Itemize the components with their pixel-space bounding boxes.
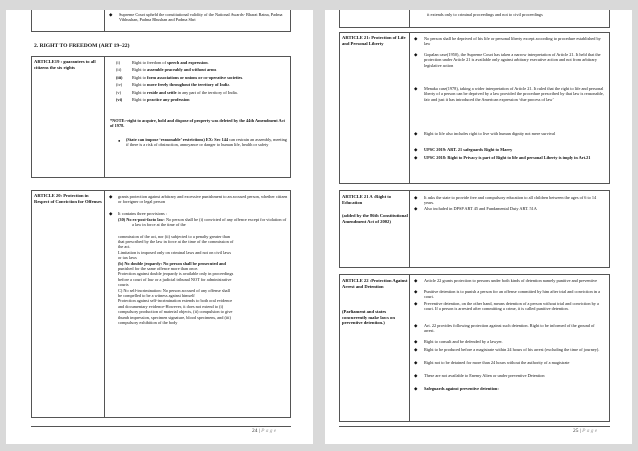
diamond-bullet-icon: ◆ (414, 339, 418, 344)
diamond-bullet-icon: ◆ (109, 194, 113, 199)
diamond-bullet-icon: ◆ (109, 211, 113, 216)
awards-note: Supreme Court upheld the constitutional validity of the National Awards- Bharat Ratna, Padma Vibhushan, Padma Bhushan and Padma Shri (119, 11, 283, 22)
art22-bullet: Right to be produced before a magistrate within 24 hours of his arrest (excluding the time of journey). (424, 347, 600, 352)
art22-bullet: These are not available to Enemy Alien or under preventive Detention (424, 373, 545, 378)
art21-bullet: Menaka case(1978), taking a wider interpretation of Article 21. It ruled that the right to life and personal liberty of a person can be deprived by a law provided the procedure prescribed by that law is reasonable, fair and just it has introduced the American expression ‘due process of law’ (424, 86, 604, 102)
art21-bullet: Right to life also includes right to live with human dignity not mere survival (424, 131, 556, 136)
article19-rights-list (116, 60, 288, 102)
article21a-label: ARTICLE 21 A :Right to Education (342, 194, 392, 205)
art21-bullet: UPSC 2018: Right to Privacy is part of Right to life and personal Liberty is imply in Art.21 (424, 155, 591, 160)
art22-bullet: Art. 22 provides following protection against such detention. Right to be informed of the ground of arrest. (424, 323, 595, 334)
diamond-bullet-icon: ◆ (414, 131, 418, 136)
article19-label: ARTICLE19 : guarantees to all citizens the six rights (34, 59, 96, 70)
right-item: (i) Right to freedom of speech and expression. (116, 60, 209, 65)
art20-provisions-text: commission of the act, nor (ii) subjected to a penalty greater than that prescribed by the law in force at the time of the commission of the act. Limitation is imposed only on criminal laws and not on civil laws or tax laws (b) No double jeopardy: No person shall be prosecuted and punished for the same offence more than once. Protection against double jeopardy is available only in proceedings before a court of law or a judicial tribunal NOT for administrative courts C) No self-incrimination: No person accused of any offense shall be compelled to be a witness against himself Protection against self-incrimination extends to both oral evidence and documentary evidence-However, it does not extend to (i) compulsory production of material objects, (ii) compulsion to give thumb impression, specimen signature, blood specimens, and (iii) compulsory exhibition of the body (118, 233, 234, 325)
art22-bullet: Right not to be detained for more than 24 hours without the authority of a magistrate (424, 360, 570, 365)
art22-bullet: Safeguards against preventive detention: (424, 386, 499, 391)
section-heading: 2. RIGHT TO FREEDOM (ART 19–22) (34, 43, 130, 49)
art21-bullet: No person shall be deprived of his life or personal liberty except according to procedure established by law (424, 36, 601, 47)
diamond-bullet-icon: ◆ (414, 147, 418, 152)
diamond-bullet-icon: ◆ (414, 195, 418, 200)
article22-subnote: (Parliament and states concurrently make laws on preventive detention.) (342, 309, 395, 326)
art20-bullet: It contains three provisions : (118, 211, 167, 216)
article21-label: ARTICLE 21: Protection of Life and Personal Liberty (342, 35, 406, 46)
round-bullet-icon: ● (118, 138, 121, 143)
art20-bullet: grants protection against arbitrary and excessive punishment to an accused person, whether citizen or foreigner or legal person (118, 194, 288, 205)
diamond-bullet-icon: ◆ (414, 289, 418, 294)
diamond-bullet-icon: ◆ (414, 301, 418, 306)
right-item: (vi) Right to practice any profession (116, 97, 190, 103)
art22-bullet: Right to consult and be defended by a lawyer. (424, 339, 503, 344)
art21-bullet: UPSC 2019: ART. 21 safeguards Right to Marry (424, 147, 513, 152)
diamond-bullet-icon: ◆ (414, 278, 418, 283)
diamond-bullet-icon: ◆ (414, 86, 418, 91)
diamond-bullet-icon: ◆ (414, 206, 418, 211)
art21a-bullet: It asks the state to provide free and compulsory education to all children between the ages of 6 to 14 years. (424, 195, 597, 206)
continued-line: it extends only to criminal proceedings and not to civil proceedings (427, 12, 543, 17)
diamond-bullet-icon: ◆ (414, 347, 418, 352)
reasonable-restrictions: (State can impose ‘reasonable’ restrictions) EX: Sec 144 can restrain an assembly, meeting if there is a risk of obstruction, annoyance or danger to human life, health or safety (126, 137, 287, 148)
right-item: (v) Right to reside and settle in any part of the territory of India. (116, 89, 238, 95)
diamond-bullet-icon: ◆ (109, 12, 113, 17)
art22-bullet: Preventive detention, on the other hand, means detention of a person without trial and conviction by a court. If a person is arrested after committing a crime, it is called punitive detention. (424, 301, 599, 312)
art22-bullet: Punitive detention is to punish a person for an offense committed by him after trial and conviction in a court. (424, 289, 601, 300)
page-footer: 24 | P a g e (252, 428, 277, 434)
ex-post-facto: (30) No ex-post-facto law: No person shall be (i) convicted of any offence except for violation of a law in force at the time of the (118, 217, 287, 228)
article22-label: ARTICLE 22 :Protection Against Arrest and Detention (342, 278, 408, 289)
page-25 (325, 10, 632, 444)
diamond-bullet-icon: ◆ (414, 155, 418, 160)
diamond-bullet-icon: ◆ (414, 36, 418, 41)
article20-label: ARTICLE 20: Protection in Respect of Conviction for Offenses (34, 193, 102, 204)
property-note: *NOTE:-right to acquire, hold and dispose of property was deleted by the 44th Amendment Act of 1978. (110, 118, 285, 129)
right-item: (iii) Right to form associations or unions or co-operative societies. (116, 74, 244, 80)
diamond-bullet-icon: ◆ (414, 386, 418, 391)
right-item: (iv) Right to move freely throughout the territory of India. (116, 82, 231, 88)
art22-bullet: Article 22 grants protection to persons under both kinds of detention namely punitive and preventive (424, 278, 598, 283)
page-24 (6, 10, 313, 444)
art21a-bullet: Also included in DPSP ART 45 and Fundamental Duty ART. 51A (424, 206, 537, 211)
page-footer: 25 | P a g e (573, 428, 598, 434)
diamond-bullet-icon: ◆ (414, 360, 418, 365)
article21a-added: (added by the 86th Constitutional Amendment Act of 2002) (342, 213, 408, 224)
right-item: (ii) Right to assemble peaceably and without arms (116, 67, 217, 73)
diamond-bullet-icon: ◆ (414, 323, 418, 328)
diamond-bullet-icon: ◆ (414, 373, 418, 378)
diamond-bullet-icon: ◆ (414, 52, 418, 57)
art21-bullet: Gopalan case(1950), the Supreme Court has taken a narrow interpretation of Article 21. It held that the protection under Article 21 is available only against arbitrary executive action and not from arbitrary legislative action (424, 52, 601, 68)
